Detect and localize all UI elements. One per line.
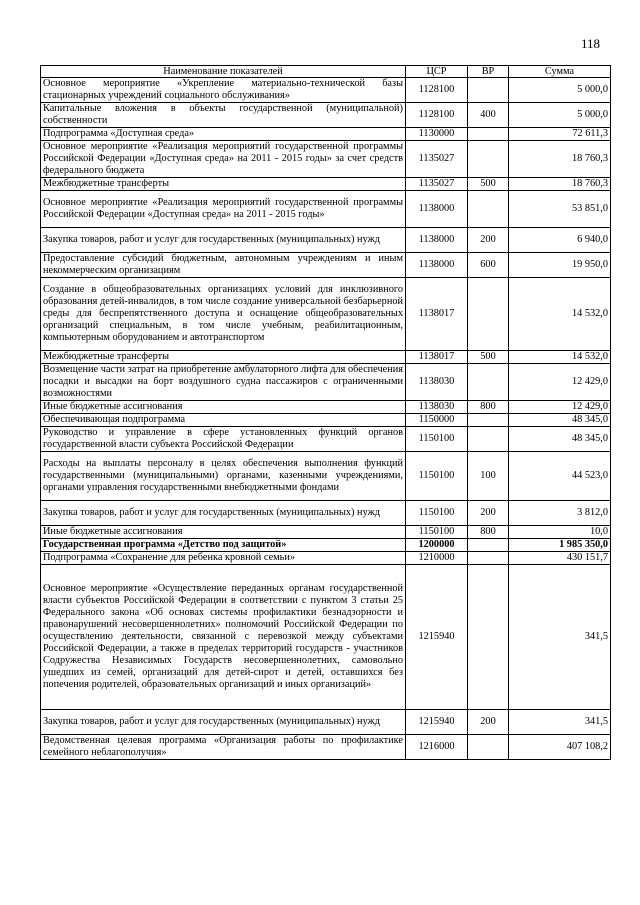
cell-name: Межбюджетные трансферты [41, 178, 406, 191]
cell-vr [468, 128, 509, 141]
table-row [41, 452, 611, 501]
table-row [41, 710, 611, 735]
cell-name: Возмещение части затрат на приобретение амбулаторного лифта для обеспечения посадки и высадки на борт воздушного судна пассажиров с ограниченными возможностями [41, 364, 406, 401]
cell-sum: 5 000,0 [509, 78, 611, 103]
cell-vr: 100 [468, 452, 509, 501]
cell-csr: 1138030 [406, 401, 468, 414]
cell-name: Основное мероприятие «Реализация мероприятий государственной программы Российской Федерации «Доступная среда» на 2011 - 2015 годы» за счет средств федерального бюджета [41, 141, 406, 178]
cell-vr: 400 [468, 103, 509, 128]
cell-sum: 1 985 350,0 [509, 539, 611, 552]
cell-vr [468, 364, 509, 401]
cell-name: Закупка товаров, работ и услуг для государственных (муниципальных) нужд [41, 710, 406, 735]
cell-csr: 1135027 [406, 141, 468, 178]
cell-csr: 1150000 [406, 414, 468, 427]
cell-csr: 1215940 [406, 565, 468, 710]
cell-sum: 341,5 [509, 710, 611, 735]
table-row [41, 526, 611, 539]
cell-sum: 48 345,0 [509, 414, 611, 427]
cell-vr [468, 191, 509, 228]
cell-csr: 1128100 [406, 103, 468, 128]
table-row [41, 565, 611, 710]
cell-csr: 1150100 [406, 501, 468, 526]
cell-sum: 14 532,0 [509, 278, 611, 351]
cell-name: Руководство и управление в сфере установленных функций органов государственной власти субъекта Российской Федерации [41, 427, 406, 452]
cell-csr: 1128100 [406, 78, 468, 103]
cell-vr [468, 735, 509, 760]
header-name: Наименование показателей [41, 66, 406, 78]
cell-vr [468, 78, 509, 103]
cell-csr: 1138017 [406, 351, 468, 364]
table-row [41, 278, 611, 351]
cell-sum: 48 345,0 [509, 427, 611, 452]
cell-csr: 1138000 [406, 253, 468, 278]
cell-csr: 1130000 [406, 128, 468, 141]
table-row [41, 253, 611, 278]
cell-name: Государственная программа «Детство под защитой» [41, 539, 406, 552]
table-row [41, 128, 611, 141]
cell-sum: 19 950,0 [509, 253, 611, 278]
cell-name: Закупка товаров, работ и услуг для государственных (муниципальных) нужд [41, 501, 406, 526]
cell-name: Подпрограмма «Сохранение для ребенка кровной семьи» [41, 552, 406, 565]
cell-sum: 72 611,3 [509, 128, 611, 141]
table-row [41, 364, 611, 401]
cell-sum: 5 000,0 [509, 103, 611, 128]
cell-csr: 1215940 [406, 710, 468, 735]
table-header-row [41, 66, 611, 78]
cell-csr: 1138030 [406, 364, 468, 401]
cell-vr [468, 278, 509, 351]
table-row [41, 501, 611, 526]
cell-csr: 1216000 [406, 735, 468, 760]
cell-csr: 1150100 [406, 427, 468, 452]
cell-vr [468, 565, 509, 710]
header-csr: ЦСР [406, 66, 468, 78]
cell-csr: 1150100 [406, 526, 468, 539]
table-row [41, 414, 611, 427]
cell-vr: 500 [468, 178, 509, 191]
cell-sum: 10,0 [509, 526, 611, 539]
table-body [41, 78, 611, 760]
cell-vr: 800 [468, 526, 509, 539]
table-row [41, 539, 611, 552]
cell-vr [468, 552, 509, 565]
cell-vr: 800 [468, 401, 509, 414]
cell-name: Закупка товаров, работ и услуг для государственных (муниципальных) нужд [41, 228, 406, 253]
cell-sum: 53 851,0 [509, 191, 611, 228]
cell-name: Основное мероприятие «Осуществление переданных органам государственной власти субъектов Российской Федерации в соответствии с пунктом 3 статьи 25 Федерального закона «Об основах системы профилактики безнадзорности и правонарушений несовершеннолетних» полномочий Российской Федерации по осуществлению деятельности, связанной с перевозкой между субъектами Российской Федерации, а также в пределах территорий государств - участников Содружества Независимых Государств несовершеннолетних, самовольно ушедших из семей, организаций для детей-сирот и детей, оставшихся без попечения родителей, образовательных организаций и иных организаций» [41, 565, 406, 710]
table-row [41, 178, 611, 191]
cell-vr [468, 141, 509, 178]
cell-vr: 600 [468, 253, 509, 278]
cell-csr: 1200000 [406, 539, 468, 552]
cell-csr: 1138017 [406, 278, 468, 351]
table-row [41, 427, 611, 452]
cell-name: Обеспечивающая подпрограмма [41, 414, 406, 427]
cell-vr [468, 427, 509, 452]
cell-name: Основное мероприятие «Укрепление материально-технической базы стационарных учреждений социального обслуживания» [41, 78, 406, 103]
cell-name: Предоставление субсидий бюджетным, автономным учреждениям и иным некоммерческим организациям [41, 253, 406, 278]
cell-sum: 18 760,3 [509, 178, 611, 191]
cell-vr [468, 539, 509, 552]
cell-sum: 14 532,0 [509, 351, 611, 364]
cell-sum: 3 812,0 [509, 501, 611, 526]
table-row [41, 191, 611, 228]
table-row [41, 735, 611, 760]
cell-sum: 12 429,0 [509, 364, 611, 401]
cell-vr: 200 [468, 501, 509, 526]
table-row [41, 401, 611, 414]
cell-vr: 200 [468, 228, 509, 253]
cell-sum: 18 760,3 [509, 141, 611, 178]
cell-vr [468, 414, 509, 427]
cell-vr: 200 [468, 710, 509, 735]
cell-name: Расходы на выплаты персоналу в целях обеспечения выполнения функций государственными (муниципальными) органами, казенными учреждениями, органами управления государственными внебюджетными фондами [41, 452, 406, 501]
cell-name: Иные бюджетные ассигнования [41, 526, 406, 539]
cell-sum: 6 940,0 [509, 228, 611, 253]
table-row [41, 228, 611, 253]
cell-csr: 1138000 [406, 191, 468, 228]
cell-name: Основное мероприятие «Реализация мероприятий государственной программы Российской Федерации «Доступная среда» на 2011 - 2015 годы» [41, 191, 406, 228]
cell-name: Межбюджетные трансферты [41, 351, 406, 364]
cell-name: Иные бюджетные ассигнования [41, 401, 406, 414]
table-row [41, 103, 611, 128]
header-vr: ВР [468, 66, 509, 78]
cell-csr: 1138000 [406, 228, 468, 253]
cell-sum: 341,5 [509, 565, 611, 710]
table-row [41, 78, 611, 103]
cell-vr: 500 [468, 351, 509, 364]
cell-name: Капитальные вложения в объекты государственной (муниципальной) собственности [41, 103, 406, 128]
cell-csr: 1210000 [406, 552, 468, 565]
cell-csr: 1150100 [406, 452, 468, 501]
cell-sum: 407 108,2 [509, 735, 611, 760]
budget-table [40, 65, 611, 760]
page-number: 118 [580, 36, 600, 51]
cell-sum: 430 151,7 [509, 552, 611, 565]
cell-sum: 12 429,0 [509, 401, 611, 414]
cell-sum: 44 523,0 [509, 452, 611, 501]
cell-csr: 1135027 [406, 178, 468, 191]
table-row [41, 552, 611, 565]
cell-name: Ведомственная целевая программа «Организация работы по профилактике семейного неблагополучия» [41, 735, 406, 760]
table-row [41, 141, 611, 178]
header-sum: Сумма [509, 66, 611, 78]
cell-name: Подпрограмма «Доступная среда» [41, 128, 406, 141]
table-row [41, 351, 611, 364]
cell-name: Создание в общеобразовательных организациях условий для инклюзивного образования детей-инвалидов, в том числе создание универсальной безбарьерной среды для беспрепятственного доступа и оснащение общеобразовательных организаций специальным, в том числе учебным, реабилитационным, компьютерным оборудованием и автотранспортом [41, 278, 406, 351]
